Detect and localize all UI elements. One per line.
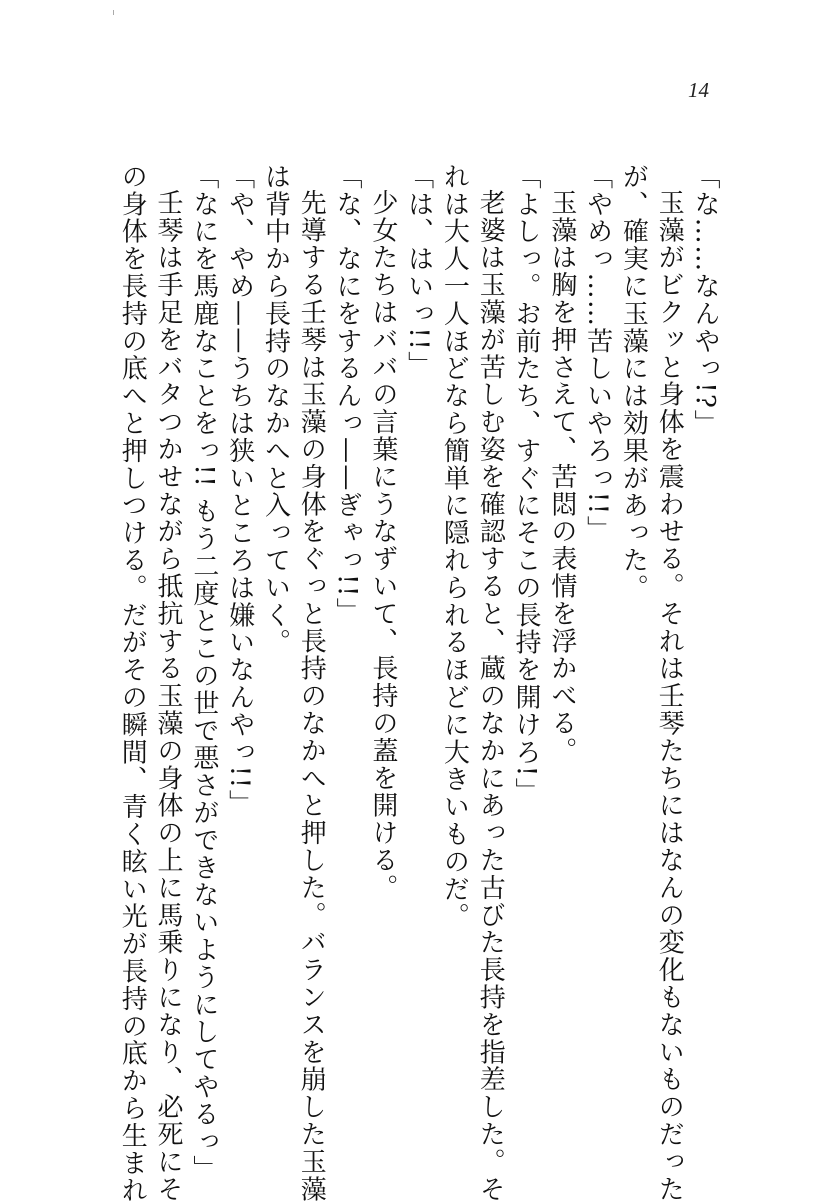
text-line: 「は、はいっ!!」 <box>403 163 434 379</box>
text-line: 「な、なにをするんっ——ぎゃっ!!」 <box>332 163 363 626</box>
text-line: 玉藻がビクッと身体を震わせる。それは壬琴たちにはなんの変化もないものだった <box>654 189 685 1203</box>
text-line: 「な……なんやっ!?」 <box>690 163 720 437</box>
text-line: 「なにを馬鹿なことをっ!! もう二度とこの世で悪さができないようにしてやるっ」 <box>188 163 219 1183</box>
text-line: 「よしっ。お前たち、すぐにそこの長持を開けろ!」 <box>511 163 542 806</box>
page-speck <box>113 10 114 15</box>
text-line: れは大人一人ほどなら簡単に隠れられるほどに大きいものだ。 <box>439 163 470 931</box>
text-line: 「や、やめ——うちは狭いところは嫌いなんやっ!!」 <box>224 163 255 817</box>
text-line: 壬琴は手足をバタつかせながら抵抗する玉藻の身体の上に馬乗りになり、必死にそ <box>153 189 184 1203</box>
body-text <box>102 163 722 1204</box>
text-line: 「やめっ……苦しいやろっ!!」 <box>582 163 613 543</box>
text-line: が、確実に玉藻には効果があった。 <box>618 163 649 602</box>
page-number: 14 <box>688 78 709 102</box>
text-line: 少女たちはババの言葉にうなずいて、長持の蓋を開ける。 <box>367 189 398 902</box>
text-line: 老婆は玉藻が苦しむ姿を確認すると、蔵のなかにあった古びた長持を指差した。そ <box>475 189 506 1203</box>
text-line: 先導する壬琴は玉藻の身体をぐっと長持のなかへと押した。バランスを崩した玉藻 <box>296 189 327 1203</box>
text-line: は背中から長持のなかへと入っていく。 <box>260 163 291 657</box>
text-line: 玉藻は胸を押さえて、苦悶の表情を浮かべる。 <box>546 189 577 765</box>
text-line: の身体を長持の底へと押しつける。だがその瞬間、青く眩い光が長持の底から生まれ <box>117 163 148 1204</box>
